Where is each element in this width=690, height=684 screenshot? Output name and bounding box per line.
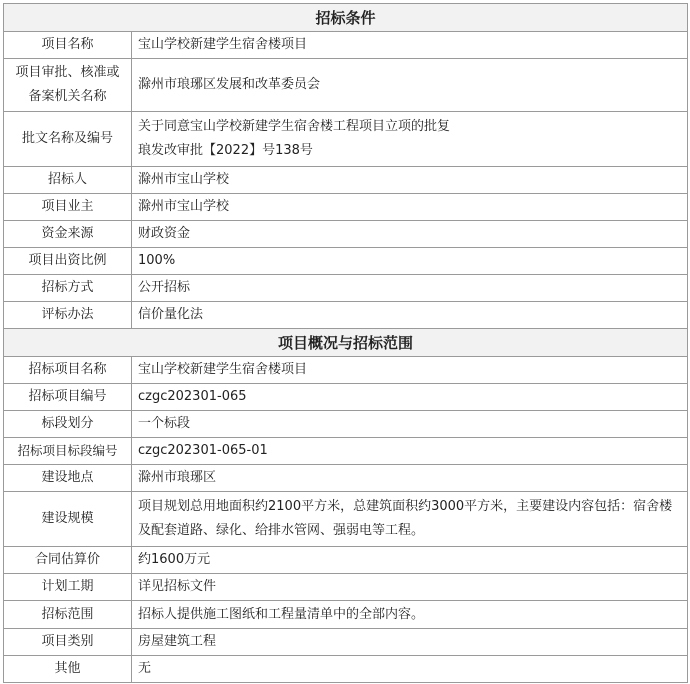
row-label: 招标项目标段编号	[4, 438, 132, 465]
row-label: 项目类别	[4, 629, 132, 656]
table-row	[4, 547, 688, 574]
row-value: czgc202301-065	[132, 384, 688, 411]
row-label: 批文名称及编号	[4, 112, 132, 167]
row-value: 招标人提供施工图纸和工程量清单中的全部内容。	[132, 601, 688, 629]
table-row	[4, 112, 688, 167]
row-value: 滁州市琅琊区	[132, 465, 688, 492]
table-row	[4, 465, 688, 492]
row-value: 滁州市琅琊区发展和改革委员会	[132, 59, 688, 112]
tender-info-table	[3, 3, 688, 683]
table-row	[4, 248, 688, 275]
row-value: 100%	[132, 248, 688, 275]
table-row	[4, 302, 688, 329]
row-label: 招标项目编号	[4, 384, 132, 411]
row-value: 详见招标文件	[132, 574, 688, 601]
row-value: 约1600万元	[132, 547, 688, 574]
row-label: 标段划分	[4, 411, 132, 438]
row-label: 其他	[4, 656, 132, 683]
table-row	[4, 492, 688, 547]
row-value: 滁州市宝山学校	[132, 194, 688, 221]
row-label: 项目审批、核准或备案机关名称	[4, 59, 132, 112]
table-row	[4, 629, 688, 656]
table-row	[4, 59, 688, 112]
table-row	[4, 601, 688, 629]
table-row	[4, 194, 688, 221]
table-row	[4, 221, 688, 248]
row-value: 财政资金	[132, 221, 688, 248]
row-value: 房屋建筑工程	[132, 629, 688, 656]
row-label: 项目业主	[4, 194, 132, 221]
row-label: 资金来源	[4, 221, 132, 248]
row-value: 信价量化法	[132, 302, 688, 329]
table-row	[4, 167, 688, 194]
row-label: 项目出资比例	[4, 248, 132, 275]
row-label: 招标范围	[4, 601, 132, 629]
row-label: 招标项目名称	[4, 357, 132, 384]
row-label: 合同估算价	[4, 547, 132, 574]
row-value: 一个标段	[132, 411, 688, 438]
row-value: 项目规划总用地面积约2100平方米，总建筑面积约3000平方米，主要建设内容包括：宿舍楼及配套道路、绿化、给排水管网、强弱电等工程。	[132, 492, 688, 547]
row-label: 评标办法	[4, 302, 132, 329]
table-row	[4, 574, 688, 601]
row-label: 招标人	[4, 167, 132, 194]
row-value: 无	[132, 656, 688, 683]
row-value: 滁州市宝山学校	[132, 167, 688, 194]
row-value: 宝山学校新建学生宿舍楼项目	[132, 357, 688, 384]
table-row	[4, 438, 688, 465]
row-label: 建设规模	[4, 492, 132, 547]
row-value: 宝山学校新建学生宿舍楼项目	[132, 32, 688, 59]
row-label: 招标方式	[4, 275, 132, 302]
table-row	[4, 357, 688, 384]
row-label: 计划工期	[4, 574, 132, 601]
table-row	[4, 275, 688, 302]
section-title-tender-conditions: 招标条件	[4, 4, 688, 32]
row-label: 项目名称	[4, 32, 132, 59]
table-row	[4, 411, 688, 438]
table-row	[4, 656, 688, 683]
section-title-project-overview: 项目概况与招标范围	[4, 329, 688, 357]
row-value: 公开招标	[132, 275, 688, 302]
table-row	[4, 384, 688, 411]
row-label: 建设地点	[4, 465, 132, 492]
table-row	[4, 32, 688, 59]
row-value: czgc202301-065-01	[132, 438, 688, 465]
row-value: 关于同意宝山学校新建学生宿舍楼工程项目立项的批复 琅发改审批【2022】号138号	[132, 112, 688, 167]
